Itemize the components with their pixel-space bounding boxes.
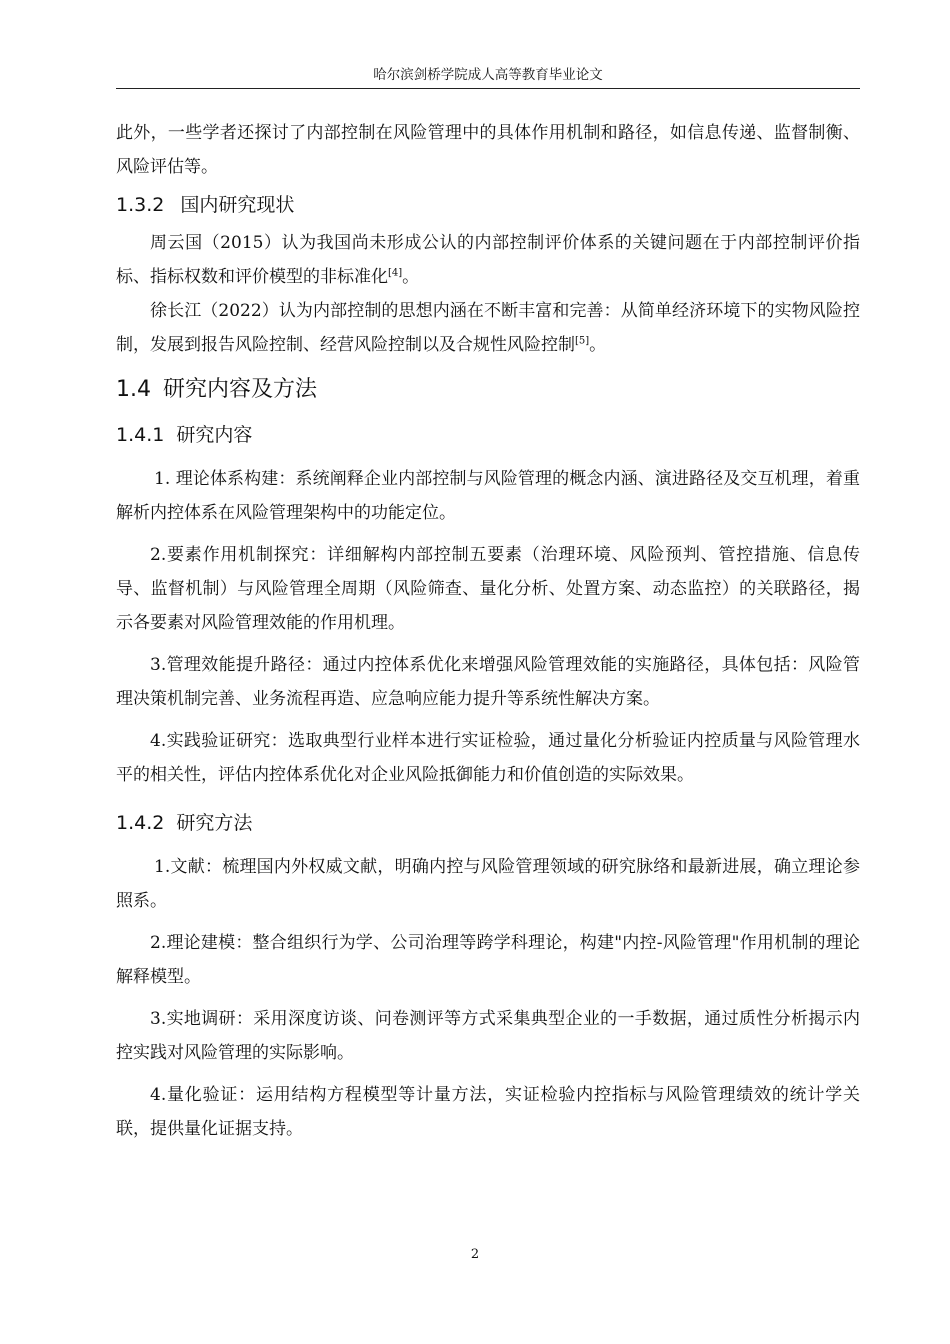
section-number: 1.4.1: [116, 424, 165, 446]
paragraph-end: 。: [589, 335, 607, 355]
section-heading-1-3-2: [116, 186, 860, 224]
list-item: 3.管理效能提升路径：通过内控体系优化来增强风险管理效能的实施路径，具体包括：风险管理决策机制完善、业务流程再造、应急响应能力提升等系统性解决方案。: [116, 655, 860, 709]
citation-ref: [5]: [575, 335, 590, 347]
list-item: 1.文献：梳理国内外权威文献，明确内控与风险管理领域的研究脉络和最新进展，确立理论参照系。: [116, 857, 860, 911]
paragraph-text: 周云国（2015）认为我国尚未形成公认的内部控制评价体系的关键问题在于内部控制评价指标、指标权数和评价模型的非标准化: [116, 233, 860, 287]
page-header: [116, 62, 860, 89]
section-title: 国内研究现状: [180, 194, 295, 216]
paragraph-zhou: [116, 226, 860, 294]
section-number: 1.3.2: [116, 194, 165, 216]
intro-paragraph: 此外，一些学者还探讨了内部控制在风险管理中的具体作用机制和路径，如信息传递、监督制衡、风险评估等。: [116, 123, 860, 177]
paragraph-xu: [116, 294, 860, 362]
list-item: 2.要素作用机制探究：详细解构内部控制五要素（治理环境、风险预判、管控措施、信息传导、监督机制）与风险管理全周期（风险筛查、量化分析、处置方案、动态监控）的关联路径，揭示各要素对风险管理效能的作用机理。: [116, 545, 860, 633]
section-heading-1-4: [116, 370, 860, 410]
list-item: 3.实地调研：采用深度访谈、问卷测评等方式采集典型企业的一手数据，通过质性分析揭示内控实践对风险管理的实际影响。: [116, 1009, 860, 1063]
header-title: 哈尔滨剑桥学院成人高等教育毕业论文: [373, 67, 603, 83]
section-number: 1.4: [116, 377, 151, 402]
citation-ref: [4]: [388, 267, 403, 279]
section-heading-1-4-2: [116, 804, 860, 842]
page-number: 2: [470, 1247, 480, 1262]
section-title: 研究内容: [176, 424, 253, 446]
document-body: [116, 116, 860, 1146]
section-title: 研究内容及方法: [163, 377, 318, 402]
list-item: 4.量化验证：运用结构方程模型等计量方法，实证检验内控指标与风险管理绩效的统计学关联，提供量化证据支持。: [116, 1085, 860, 1139]
paragraph-text: 徐长江（2022）认为内部控制的思想内涵在不断丰富和完善：从简单经济环境下的实物风险控制，发展到报告风险控制、经营风险控制以及合规性风险控制: [116, 301, 860, 355]
list-item: 1. 理论体系构建：系统阐释企业内部控制与风险管理的概念内涵、演进路径及交互机理，着重解析内控体系在风险管理架构中的功能定位。: [116, 469, 860, 523]
paragraph-end: 。: [402, 267, 420, 287]
section-number: 1.4.2: [116, 812, 165, 834]
list-item: 4.实践验证研究：选取典型行业样本进行实证检验，通过量化分析验证内控质量与风险管理水平的相关性，评估内控体系优化对企业风险抵御能力和价值创造的实际效果。: [116, 731, 860, 785]
section-title: 研究方法: [176, 812, 253, 834]
section-heading-1-4-1: [116, 416, 860, 454]
list-item: 2.理论建模：整合组织行为学、公司治理等跨学科理论，构建"内控-风险管理"作用机制的理论解释模型。: [116, 933, 860, 987]
